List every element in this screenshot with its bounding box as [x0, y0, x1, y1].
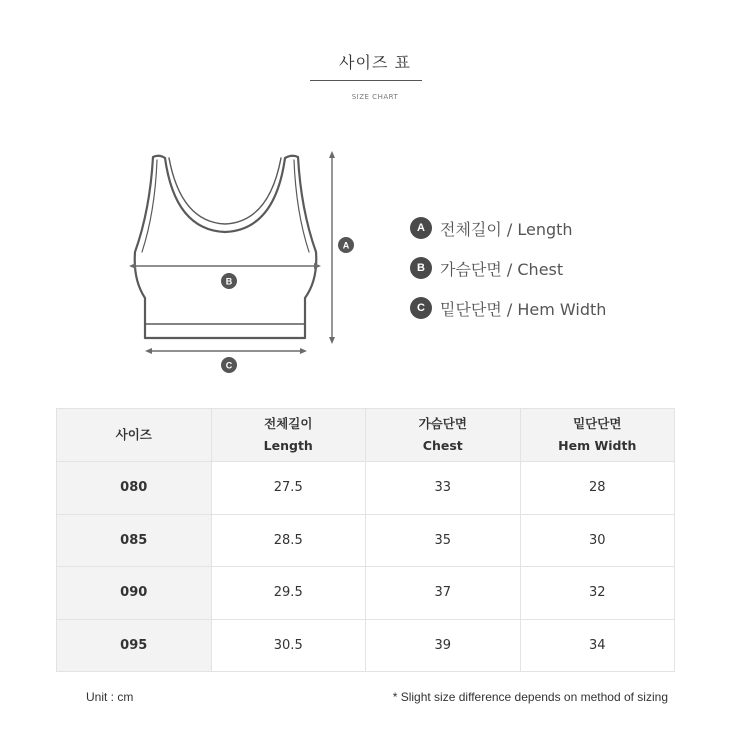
hem-width-cell: 30 — [520, 514, 675, 567]
badge-c-icon: C — [410, 297, 432, 319]
table-row — [57, 567, 675, 620]
badge-b-icon: B — [410, 257, 432, 279]
length-cell: 29.5 — [211, 567, 366, 620]
legend-label: 가슴단면 / Chest — [440, 259, 564, 279]
table-header-row — [57, 409, 675, 462]
title-divider — [310, 80, 422, 81]
sizing-note: * Slight size difference depends on method of sizing — [392, 690, 668, 704]
page-subtitle: SIZE CHART — [351, 93, 399, 101]
header-label-en: Hem Width — [558, 438, 637, 453]
garment-diagram — [115, 140, 365, 380]
size-cell: 085 — [57, 514, 212, 567]
measurement-legend — [410, 215, 606, 335]
unit-label: Unit : cm — [86, 690, 134, 704]
header-hem-width — [520, 409, 675, 462]
chest-cell: 37 — [366, 567, 521, 620]
length-cell: 28.5 — [211, 514, 366, 567]
size-cell: 090 — [57, 567, 212, 620]
hem-width-cell: 28 — [520, 462, 675, 515]
page-title: 사이즈 표 — [339, 53, 411, 72]
size-table — [56, 408, 675, 672]
size-cell: 080 — [57, 462, 212, 515]
hem-width-cell: 32 — [520, 567, 675, 620]
chest-cell: 39 — [366, 619, 521, 672]
badge-a-icon: A — [410, 217, 432, 239]
marker-a-label: A — [342, 240, 350, 251]
header-label-ko: 가슴단면 — [418, 416, 467, 431]
legend-label: 밑단단면 / Hem Width — [440, 299, 607, 319]
header-label-ko: 사이즈 — [115, 427, 152, 442]
chest-cell: 35 — [366, 514, 521, 567]
header-label-en: Chest — [422, 438, 463, 453]
legend-item-length — [410, 215, 606, 241]
header-label-ko: 밑단단면 — [573, 416, 622, 431]
header-label-en: Length — [263, 438, 313, 453]
header-size — [57, 409, 212, 462]
table-row — [57, 619, 675, 672]
header-label-ko: 전체길이 — [264, 416, 313, 431]
table-row — [57, 514, 675, 567]
table-row — [57, 462, 675, 515]
header-length — [211, 409, 366, 462]
length-cell: 30.5 — [211, 619, 366, 672]
legend-item-hem-width — [410, 295, 606, 321]
legend-label: 전체길이 / Length — [440, 219, 573, 239]
size-cell: 095 — [57, 619, 212, 672]
hem-width-cell: 34 — [520, 619, 675, 672]
header-chest — [366, 409, 521, 462]
marker-c-label: C — [225, 360, 233, 371]
legend-item-chest — [410, 255, 606, 281]
length-cell: 27.5 — [211, 462, 366, 515]
chest-cell: 33 — [366, 462, 521, 515]
marker-b-label: B — [225, 276, 233, 287]
